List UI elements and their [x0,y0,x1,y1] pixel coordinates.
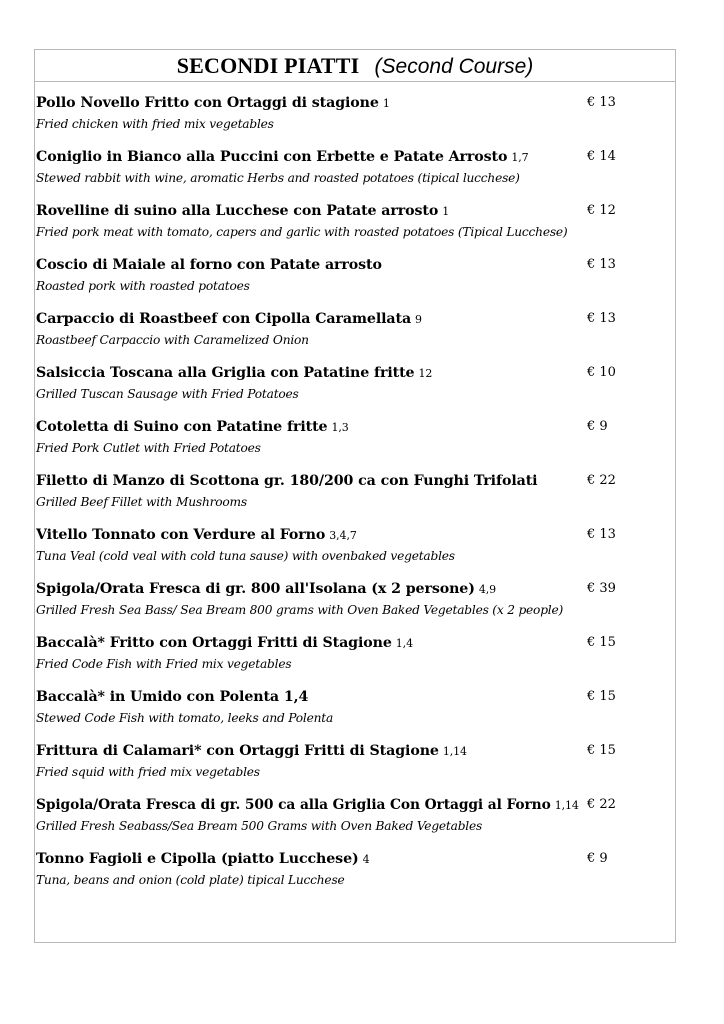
dish-name: Coniglio in Bianco alla Puccini con Erbette e Patate Arrosto 1,7 [36,149,529,165]
dish-description: Grilled Tuscan Sausage with Fried Potatoes [36,387,299,401]
menu-item [35,850,675,904]
dish-price: € 13 [587,95,616,110]
menu-list [35,94,675,904]
dish-allergens: 4,9 [478,583,497,596]
dish-description: Grilled Fresh Sea Bass/ Sea Bream 800 grams with Oven Baked Vegetables (x 2 people) [36,603,564,617]
menu-item [35,364,675,418]
page-subtitle: (Second Course) [374,55,534,78]
dish-allergens: 1,14 [442,745,467,758]
dish-description: Fried Pork Cutlet with Fried Potatoes [36,441,261,455]
dish-name: Cotoletta di Suino con Patatine fritte 1,3 [36,419,349,435]
dish-allergens: 1 [442,205,450,218]
dish-allergens: 9 [415,313,422,326]
dish-description: Roastbeef Carpaccio with Caramelized Onion [36,333,309,347]
menu-item [35,688,675,742]
menu-item [35,418,675,472]
dish-allergens: 4 [362,853,370,866]
dish-allergens: 1,4 [395,637,413,650]
dish-allergens: 3,4,7 [329,529,357,542]
dish-allergens: 1,7 [511,151,529,164]
dish-name: Spigola/Orata Fresca di gr. 800 all'Isolana (x 2 persone) 4,9 [36,581,497,597]
menu-item [35,526,675,580]
menu-item [35,796,675,850]
dish-price: € 15 [587,635,616,650]
menu-item [35,742,675,796]
dish-name: Carpaccio di Roastbeef con Cipolla Caramellata 9 [36,311,422,327]
dish-description: Tuna, beans and onion (cold plate) tipical Lucchese [36,873,345,887]
dish-price: € 22 [587,797,616,812]
dish-name: Vitello Tonnato con Verdure al Forno 3,4,7 [36,527,357,543]
dish-price: € 9 [587,419,608,434]
dish-price: € 10 [587,365,616,380]
dish-allergens: 1,14 [554,799,579,812]
dish-allergens: 12 [418,367,433,380]
dish-price: € 13 [587,311,616,326]
dish-price: € 22 [587,473,616,488]
dish-name: Pollo Novello Fritto con Ortaggi di stagione 1 [36,95,390,111]
menu-item [35,634,675,688]
menu-item [35,472,675,526]
dish-description: Stewed rabbit with wine, aromatic Herbs and roasted potatoes (tipical lucchese) [36,171,520,185]
dish-name: Coscio di Maiale al forno con Patate arrosto [36,257,382,273]
dish-name: Baccalà* Fritto con Ortaggi Fritti di Stagione 1,4 [36,635,413,651]
dish-name: Rovelline di suino alla Lucchese con Patate arrosto 1 [36,203,450,219]
dish-price: € 13 [587,527,616,542]
dish-name: Tonno Fagioli e Cipolla (piatto Lucchese) 4 [36,851,370,867]
dish-name: Baccalà* in Umido con Polenta 1,4 [36,689,309,705]
dish-allergens: 1,3 [331,421,349,434]
dish-price: € 15 [587,689,616,704]
menu-frame [34,49,676,943]
dish-allergens: 1 [382,97,390,110]
menu-item [35,310,675,364]
menu-item [35,148,675,202]
dish-price: € 13 [587,257,616,272]
dish-description: Stewed Code Fish with tomato, leeks and Polenta [36,711,334,725]
page-title: SECONDI PIATTI [176,53,360,78]
dish-price: € 39 [587,581,616,596]
dish-price: € 15 [587,743,616,758]
dish-description: Fried chicken with fried mix vegetables [36,117,274,131]
dish-price: € 14 [587,149,616,164]
dish-description: Grilled Beef Fillet with Mushrooms [36,495,247,509]
menu-header [35,50,675,82]
menu-item [35,202,675,256]
dish-description: Fried pork meat with tomato, capers and garlic with roasted potatoes (Tipical Lucchese) [36,225,568,239]
dish-description: Grilled Fresh Seabass/Sea Bream 500 Grams with Oven Baked Vegetables [36,819,483,833]
menu-item [35,580,675,634]
dish-price: € 9 [587,851,608,866]
menu-item [35,94,675,148]
dish-description: Tuna Veal (cold veal with cold tuna sause) with ovenbaked vegetables [36,549,455,563]
dish-name: Filetto di Manzo di Scottona gr. 180/200 ca con Funghi Trifolati [36,473,538,489]
dish-price: € 12 [587,203,616,218]
dish-name: Frittura di Calamari* con Ortaggi Fritti di Stagione 1,14 [36,743,467,759]
dish-name: Spigola/Orata Fresca di gr. 500 ca alla Griglia Con Ortaggi al Forno 1,14 [36,797,579,813]
dish-description: Fried squid with fried mix vegetables [36,765,260,779]
dish-description: Roasted pork with roasted potatoes [36,279,250,293]
dish-name: Salsiccia Toscana alla Griglia con Patatine fritte 12 [36,365,433,381]
menu-item [35,256,675,310]
dish-description: Fried Code Fish with Fried mix vegetables [36,657,292,671]
